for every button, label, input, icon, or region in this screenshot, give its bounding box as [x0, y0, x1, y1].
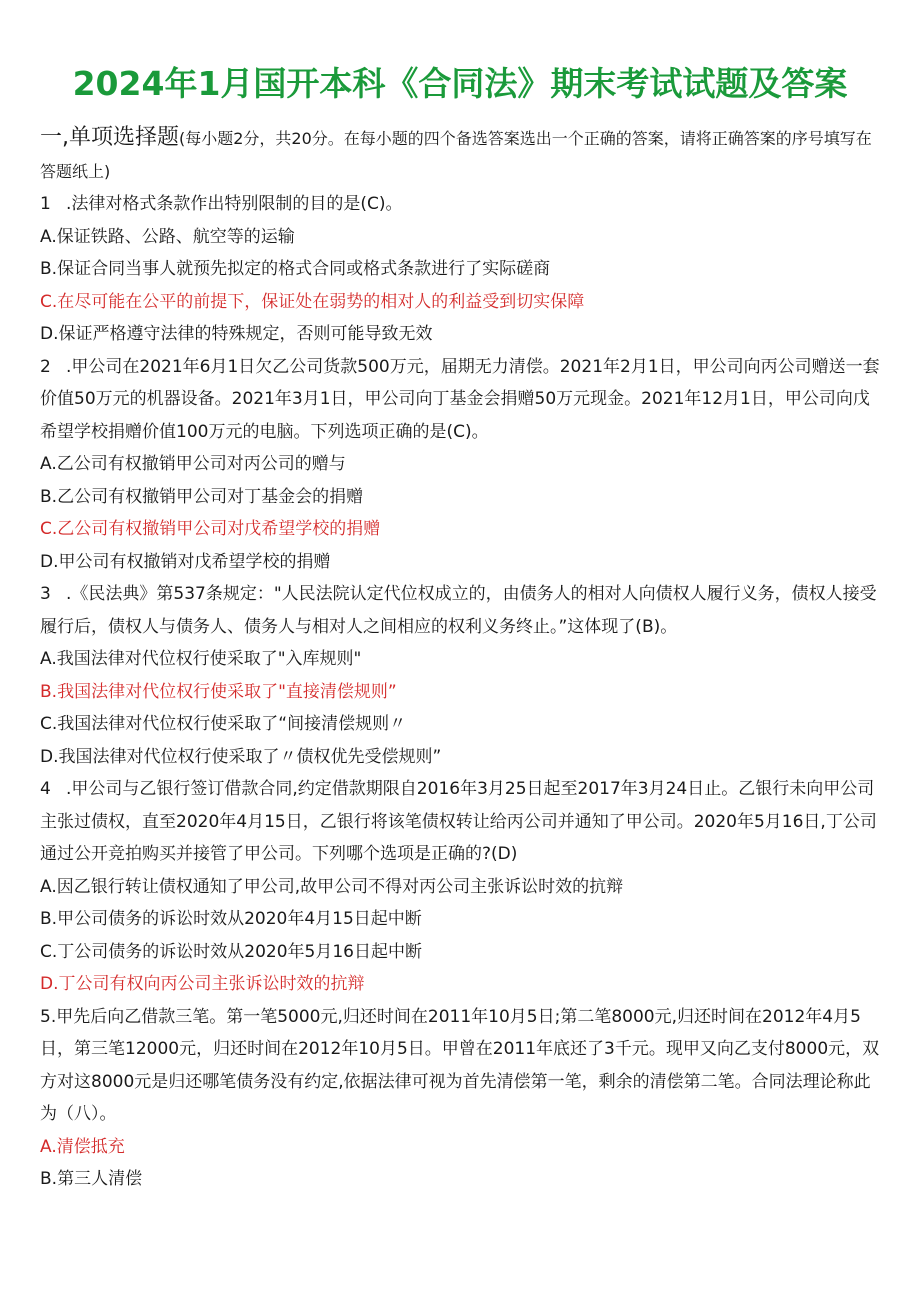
question-text: .甲公司在2021年6月1日欠乙公司货款500万元，届期无力清偿。2021年2月1日，甲公司向丙公司赠送一套价值50万元的机器设备。2021年3月1日，甲公司向丁基金会捐赠50万元现金。2021年12月1日，甲公司向戊希望学校捐赠价值100万元的电脑。下列选项正确的是(C)。: [40, 356, 880, 442]
question-text: .甲公司与乙银行签订借款合同,约定借款期限自2016年3月25日起至2017年3月24日止。乙银行未向甲公司主张过债权，直至2020年4月15日，乙银行将该笔债权转让给丙公司并通知了甲公司。2020年5月16日,丁公司通过公开竞拍购买并接管了甲公司。下列哪个选项是正确的?(D): [40, 779, 877, 864]
question-3: [40, 578, 882, 773]
option-c: C.我国法律对代位权行使采取了“间接清偿规则〃: [40, 714, 407, 734]
option-d-correct: D.丁公司有权向丙公司主张诉讼时效的抗辩: [40, 974, 365, 994]
question-dot: .: [50, 1006, 57, 1027]
question-stem: [40, 1001, 882, 1131]
question-stem: [40, 188, 882, 221]
question-stem: [40, 578, 882, 643]
option-d: D.保证严格遵守法律的特殊规定，否则可能导致无效: [40, 324, 433, 344]
exam-content: [40, 122, 882, 1196]
question-1: [40, 188, 882, 351]
question-number: 2: [40, 356, 51, 377]
question-stem: [40, 773, 882, 871]
page-title: 2024年1月国开本科《合同法》期末考试试题及答案: [72, 64, 848, 103]
option-d: D.我国法律对代位权行使采取了〃债权优先受偿规则”: [40, 746, 442, 767]
question-stem: [40, 351, 882, 449]
section-heading-main: 一,单项选择题: [40, 125, 179, 150]
option-b-correct: B.我国法律对代位权行使采取了"直接清偿规则”: [40, 681, 397, 702]
question-4: [40, 773, 882, 1001]
question-2: [40, 351, 882, 579]
option-a-correct: A.清偿抵充: [40, 1136, 125, 1157]
option-b: B.保证合同当事人就预先拟定的格式合同或格式条款进行了实际磋商: [40, 259, 551, 279]
section-heading: [40, 122, 882, 188]
option-c: C.丁公司债务的诉讼时效从2020年5月16日起中断: [40, 941, 422, 962]
question-number: 3: [40, 584, 51, 604]
question-number: 5: [40, 1006, 51, 1027]
option-c-correct: C.乙公司有权撤销甲公司对戊希望学校的捐赠: [40, 519, 381, 539]
question-text: 甲先后向乙借款三笔。第一笔5000元,归还时间在2011年10月5日;第二笔8000元,归还时间在2012年4月5日，第三笔12000元，归还时间在2012年10月5日。甲曾在2011年底还了3千元。现甲又向乙支付8000元，双方对这8000元是归还哪笔债务没有约定,依据法律可视为首先清偿第一笔，剩余的清偿第二笔。合同法理论称此为（八）。: [40, 1006, 880, 1124]
option-a: A.因乙银行转让债权通知了甲公司,故甲公司不得对丙公司主张诉讼时效的抗辩: [40, 876, 624, 897]
option-d: D.甲公司有权撤销对戊希望学校的捐赠: [40, 551, 331, 572]
section-heading-note: (每小题2分，共20分。在每小题的四个备选答案选出一个正确的答案，请将正确答案的序号填写在答题纸上): [40, 129, 872, 181]
option-b: B.乙公司有权撤销甲公司对丁基金会的捐赠: [40, 486, 364, 507]
question-text: .《民法典》第537条规定："人民法院认定代位权成立的，由债务人的相对人向债权人履行义务，债权人接受履行后，债权人与债务人、债务人与相对人之间相应的权利义务终止。”这体现了(B)。: [40, 584, 877, 637]
option-b: B.第三人清偿: [40, 1169, 143, 1189]
question-5: [40, 1001, 882, 1196]
option-a: A.保证铁路、公路、航空等的运输: [40, 226, 295, 247]
question-number: 4: [40, 779, 51, 799]
question-number: 1: [40, 194, 51, 214]
option-a: A.乙公司有权撤销甲公司对丙公司的赠与: [40, 454, 346, 474]
option-c-correct: C.在尽可能在公平的前提下，保证处在弱势的相对人的利益受到切实保障: [40, 291, 585, 312]
option-b: B.甲公司债务的诉讼时效从2020年4月15日起中断: [40, 909, 422, 929]
option-a: A.我国法律对代位权行使采取了"入库规则": [40, 649, 362, 669]
question-text: .法律对格式条款作出特别限制的目的是(C)。: [66, 194, 403, 214]
